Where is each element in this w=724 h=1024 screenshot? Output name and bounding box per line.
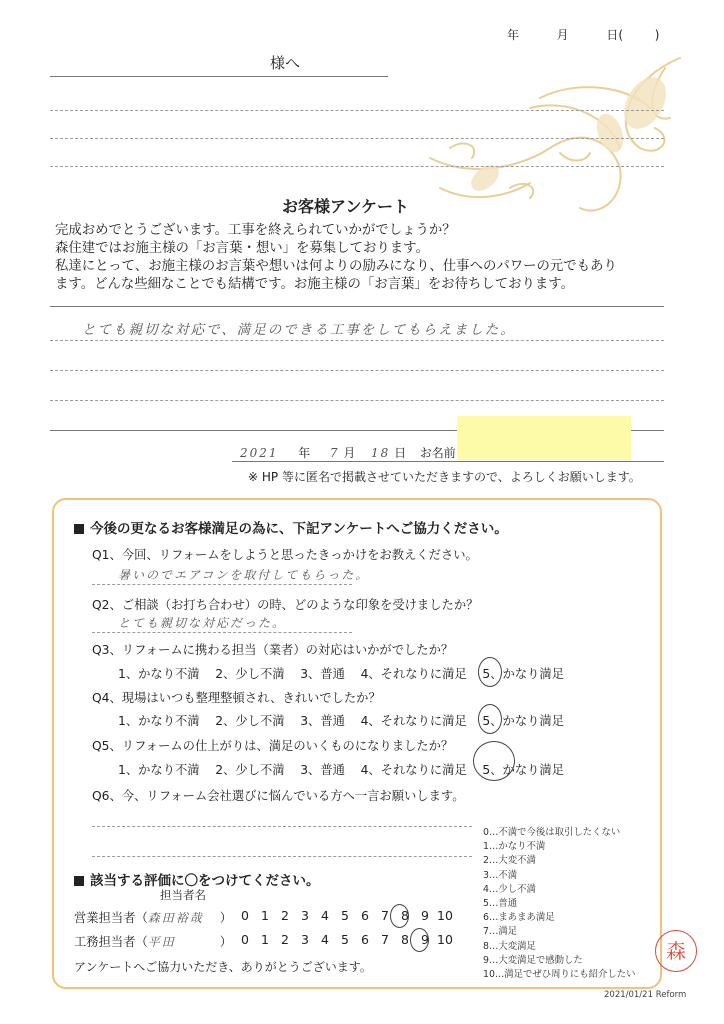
square-bullet-icon bbox=[74, 876, 84, 886]
rating-heading-text: 該当する評価に〇をつけてください。 bbox=[90, 873, 320, 889]
signature-year-label: 年 bbox=[298, 446, 311, 460]
date-day-label: 日( bbox=[606, 28, 624, 42]
signature-row bbox=[240, 444, 456, 461]
signature-year: 2021 bbox=[240, 446, 279, 460]
option-4: 4、それなりに満足 bbox=[360, 763, 467, 777]
selection-circle bbox=[473, 741, 515, 781]
answer-2: とても親切な対応だった。 bbox=[118, 616, 287, 630]
works-name: 平田 bbox=[147, 935, 176, 949]
scale-number: 0 bbox=[241, 908, 249, 923]
option-2: 2、少し不満 bbox=[215, 763, 285, 777]
thanks-message: アンケートへご協力いただき、ありがとうございます。 bbox=[74, 960, 372, 974]
anonymity-notice: ※ HP 等に匿名で掲載させていただきますので、よろしくお願いします。 bbox=[248, 470, 641, 484]
scale-number: 7 bbox=[381, 908, 389, 923]
sales-name: 森田裕哉 bbox=[147, 911, 204, 925]
option-1: 1、かなり不満 bbox=[118, 667, 200, 681]
option-5: 5、かなり満足 bbox=[482, 667, 565, 681]
name-redaction-highlight bbox=[457, 416, 631, 460]
footer-version: 2021/01/21 Reform bbox=[604, 990, 687, 1000]
legend-item: 1…かなり不満 bbox=[483, 841, 546, 853]
option-5: 5、かなり満足 bbox=[482, 714, 565, 728]
question-2: Q2、ご相談（お打ち合わせ）の時、どのような印象を受けましたか？ bbox=[92, 598, 479, 612]
question-3: Q3、リフォームに携わる担当（業者）の対応はいかがでしたか？ bbox=[92, 643, 454, 657]
legend-item: 4…少し不満 bbox=[483, 883, 536, 895]
option-2: 2、少し不満 bbox=[215, 714, 285, 728]
intro-line: 私達にとって、お施主様のお言葉や想いは何よりの励みになり、仕事へのパワーの元でもあり bbox=[55, 259, 617, 274]
legend-item: 6…まあまあ満足 bbox=[483, 912, 555, 924]
legend-item: 7…満足 bbox=[483, 926, 518, 938]
works-rating-row bbox=[74, 932, 232, 950]
scale-number: 8 bbox=[401, 932, 409, 947]
rating-legend bbox=[483, 826, 636, 982]
option-1: 1、かなり不満 bbox=[118, 763, 200, 777]
customer-comment: とても親切な対応で、満足のできる工事をしてもらえました。 bbox=[82, 322, 516, 338]
legend-item: 5…普通 bbox=[483, 898, 518, 910]
option-4: 4、それなりに満足 bbox=[360, 714, 467, 728]
scale-number: 5 bbox=[341, 932, 349, 947]
scale-number: 6 bbox=[361, 908, 369, 923]
option-2: 2、少し不満 bbox=[215, 667, 285, 681]
signature-day: 18 bbox=[371, 446, 391, 460]
rating-heading bbox=[74, 869, 320, 889]
scale-number: 2 bbox=[281, 932, 289, 947]
score-circle bbox=[410, 928, 429, 952]
intro-paragraph bbox=[55, 222, 617, 294]
staff-name-label: 担当者名 bbox=[160, 888, 206, 902]
scale-number: 10 bbox=[437, 932, 453, 947]
close-paren: ） bbox=[219, 911, 233, 925]
close-paren: ） bbox=[219, 935, 233, 949]
question-4: Q4、現場はいつも整理整頓され、きれいでしたか？ bbox=[92, 691, 381, 705]
legend-item: 10…満足でぜひ周りにも紹介したい bbox=[483, 969, 636, 981]
intro-line: 森住建ではお施主様の「お言葉・想い」を募集しております。 bbox=[55, 241, 429, 256]
scale-number: 9 bbox=[421, 908, 429, 923]
addressee-label: 様へ bbox=[270, 54, 301, 72]
date-close-paren: ) bbox=[654, 28, 660, 42]
date-month-label: 月 bbox=[556, 28, 569, 42]
scale-number: 1 bbox=[261, 932, 269, 947]
option-3: 3、普通 bbox=[300, 667, 345, 681]
intro-line: ます。どんな些細なことでも結構です。お施主様の「お言葉」をお待ちしております。 bbox=[55, 277, 575, 292]
scale-number: 9 bbox=[421, 932, 429, 947]
scale-number: 3 bbox=[301, 908, 309, 923]
question-5: Q5、リフォームの仕上がりは、満足のいくものになりましたか？ bbox=[92, 739, 454, 753]
scale-number: 4 bbox=[321, 932, 329, 947]
scale-number: 2 bbox=[281, 908, 289, 923]
seal-stamp: 森 bbox=[655, 930, 697, 972]
sales-label: 営業担当者（ bbox=[74, 911, 148, 925]
legend-item: 3…不満 bbox=[483, 869, 518, 881]
survey-heading-text: 今後の更なるお客様満足の為に、下記アンケートへご協力ください。 bbox=[90, 521, 508, 537]
signature-name-label: お名前 bbox=[419, 446, 456, 460]
question-1: Q1、今回、リフォームをしようと思ったきっかけをお教えください。 bbox=[92, 548, 478, 562]
scale-number: 7 bbox=[381, 932, 389, 947]
selection-circle bbox=[478, 657, 502, 687]
scale-number: 3 bbox=[301, 932, 309, 947]
signature-day-label: 日 bbox=[394, 446, 407, 460]
scale-number: 10 bbox=[437, 908, 453, 923]
sales-scale bbox=[235, 908, 455, 923]
scale-number: 1 bbox=[261, 908, 269, 923]
scale-number: 5 bbox=[341, 908, 349, 923]
option-4: 4、それなりに満足 bbox=[360, 667, 467, 681]
scale-number: 6 bbox=[361, 932, 369, 947]
page-title: お客様アンケート bbox=[282, 197, 410, 216]
works-label: 工務担当者（ bbox=[74, 935, 148, 949]
selection-circle bbox=[478, 704, 502, 734]
option-1: 1、かなり不満 bbox=[118, 714, 200, 728]
square-bullet-icon bbox=[74, 524, 84, 534]
score-circle bbox=[390, 904, 409, 928]
scale-number: 0 bbox=[241, 932, 249, 947]
option-5: 5、かなり満足 bbox=[482, 763, 565, 777]
option-3: 3、普通 bbox=[300, 763, 345, 777]
option-3: 3、普通 bbox=[300, 714, 345, 728]
scale-number: 4 bbox=[321, 908, 329, 923]
signature-month: 7 bbox=[329, 446, 340, 460]
legend-item: 0…不満で今後は取引したくない bbox=[483, 827, 621, 838]
question-6: Q6、今、リフォーム会社選びに悩んでいる方へ一言お願いします。 bbox=[92, 789, 465, 803]
signature-month-label: 月 bbox=[343, 446, 356, 460]
date-year-label: 年 bbox=[507, 28, 520, 42]
scale-number: 8 bbox=[401, 908, 409, 923]
intro-line: 完成おめでとうございます。工事を終えられていかがでしょうか？ bbox=[55, 223, 456, 238]
legend-item: 9…大変満足で感動した bbox=[483, 954, 583, 966]
sales-rating-row bbox=[74, 908, 232, 926]
legend-item: 2…大変不満 bbox=[483, 855, 536, 867]
answer-1: 暑いのでエアコンを取付してもらった。 bbox=[118, 568, 370, 582]
survey-heading bbox=[74, 517, 508, 537]
legend-item: 8…大変満足 bbox=[483, 940, 536, 952]
